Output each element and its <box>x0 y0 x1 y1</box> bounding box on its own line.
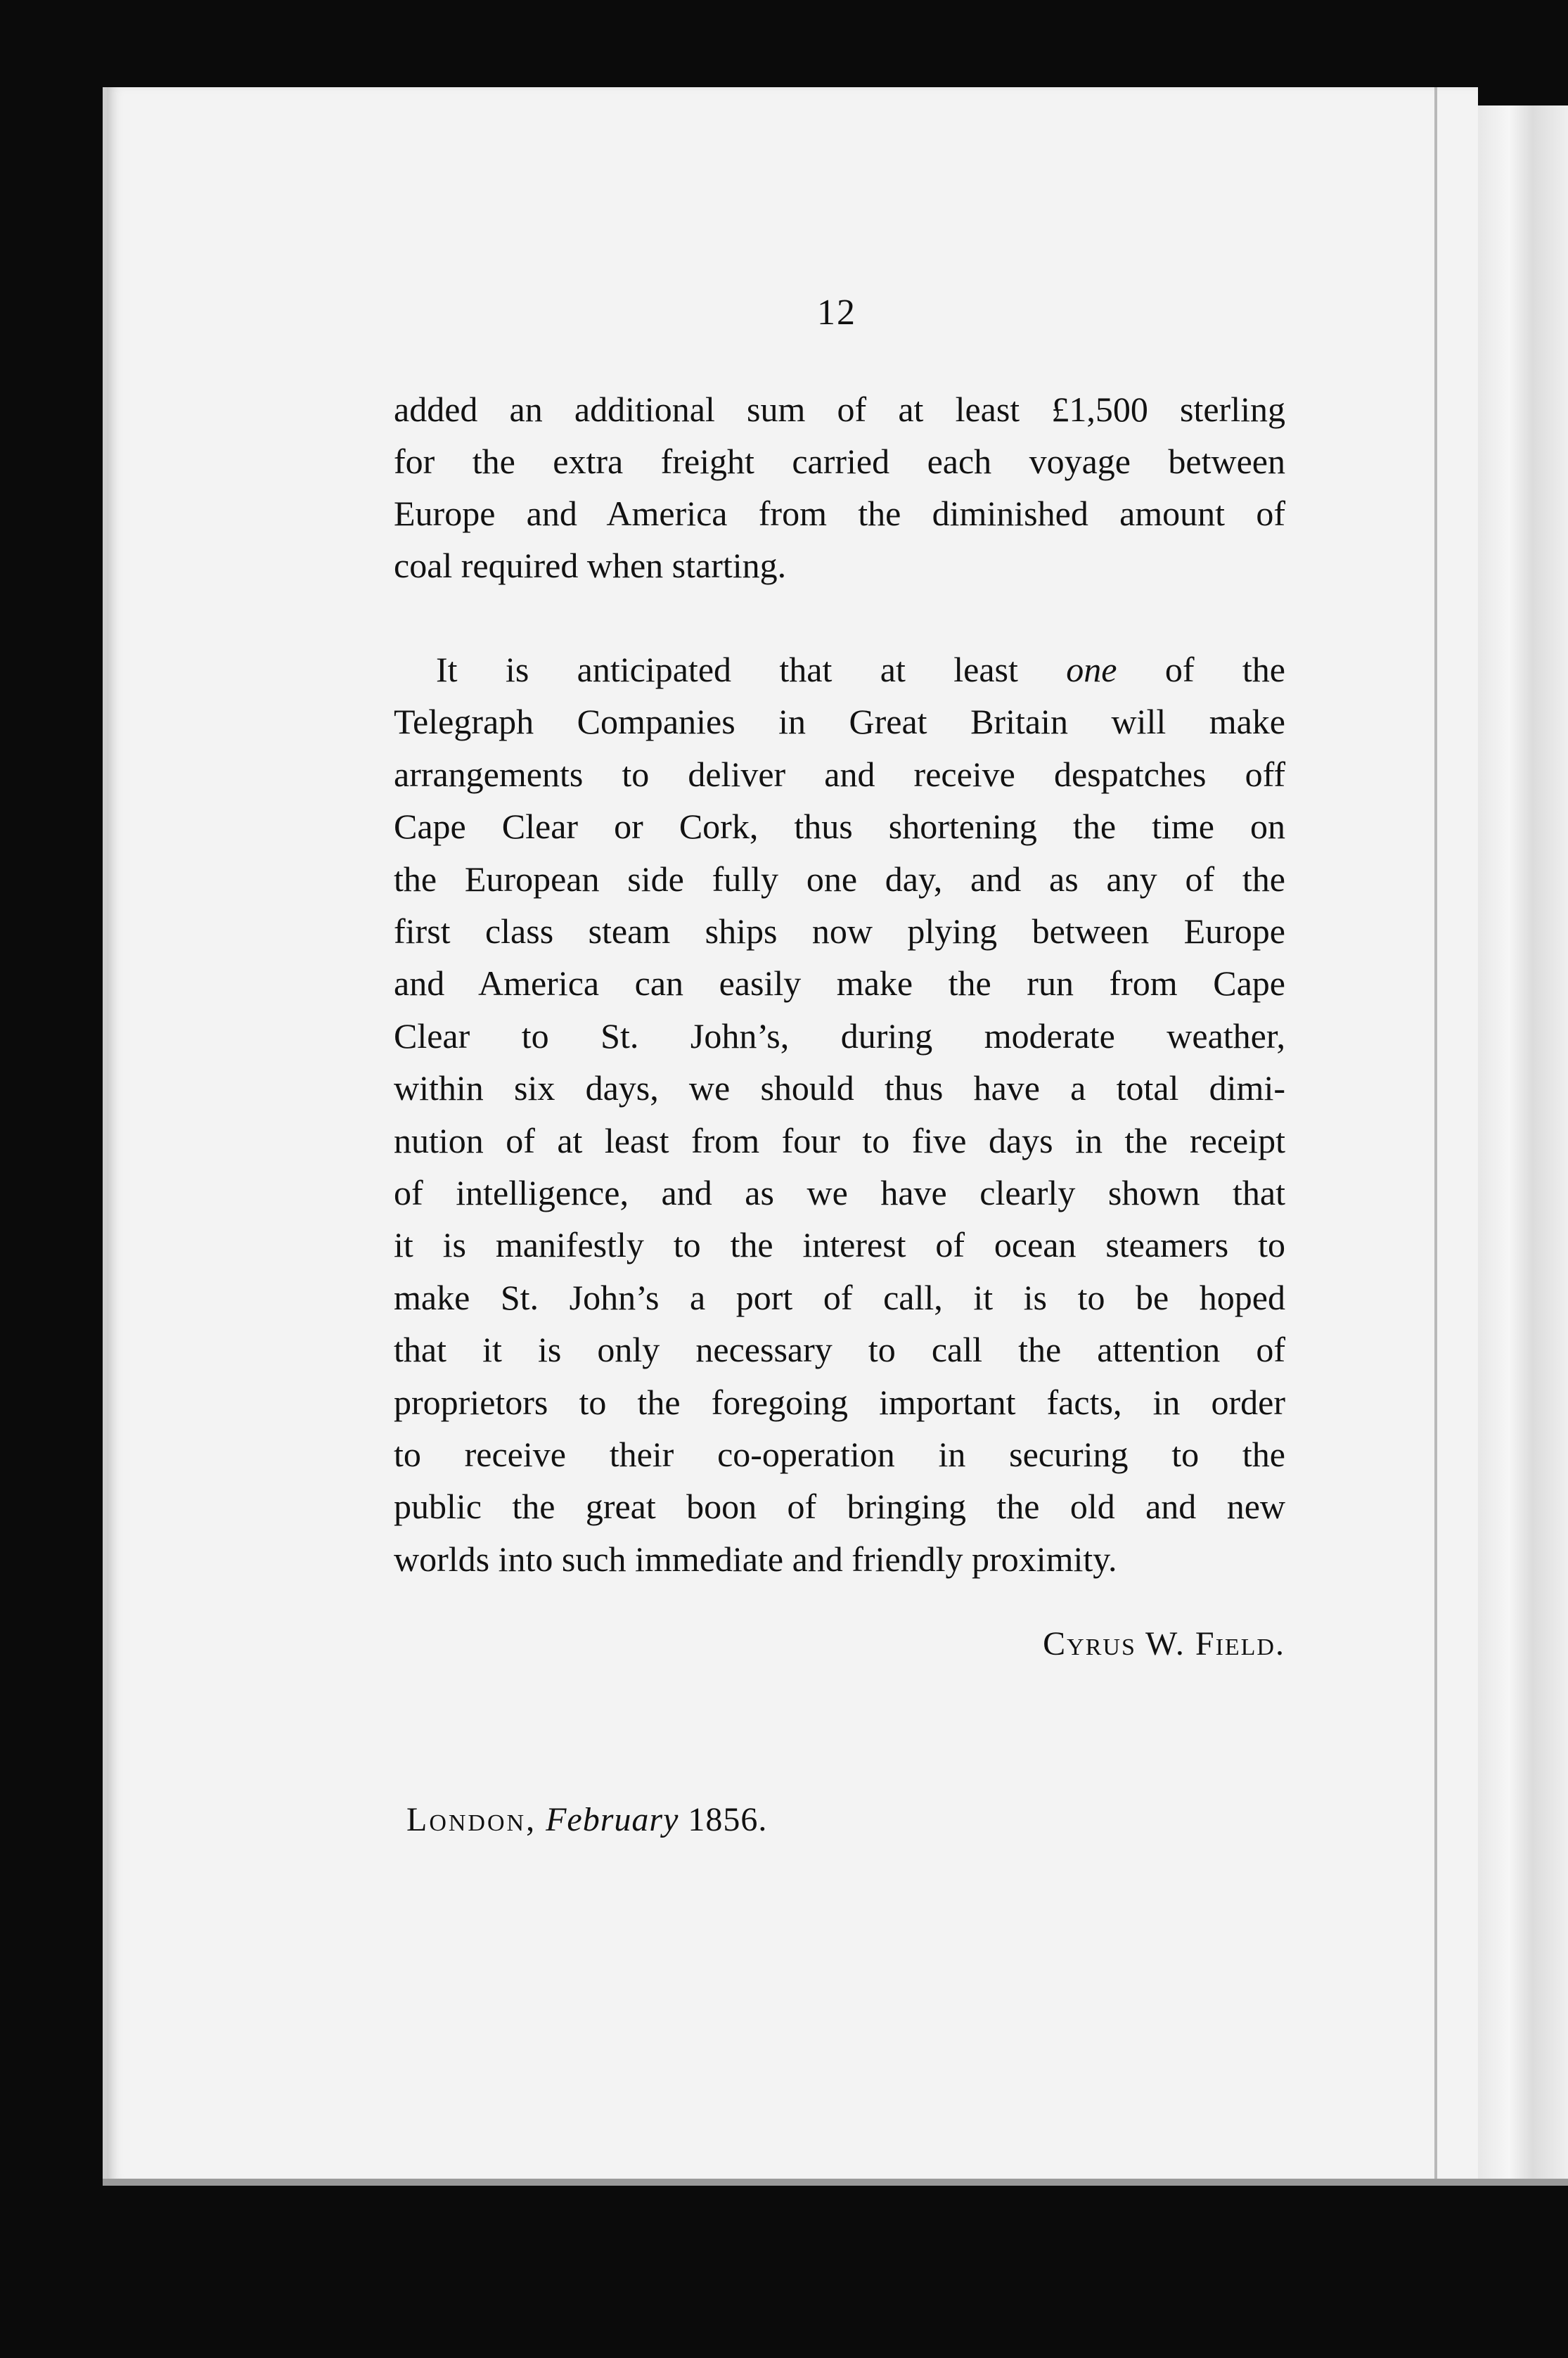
page-gutter-line <box>1434 87 1437 2183</box>
line-text: Cape Clear or Cork, thus shortening the time on <box>394 807 1285 846</box>
line-text: it is manifestly to the interest of ocean steamers to <box>394 1225 1285 1264</box>
paragraph-1-line: for the extra freight carried each voyage between <box>394 442 1285 481</box>
paragraph-1-line: Europe and America from the diminished amount of <box>394 494 1285 533</box>
paragraph-2-line <box>394 957 1285 1009</box>
line-text: to receive their co-operation in securing to the <box>394 1435 1285 1474</box>
signature: Cyrus W. Field. <box>1043 1625 1285 1662</box>
page-number: 12 <box>817 293 856 333</box>
paragraph-2-line <box>394 1062 1285 1114</box>
paragraph-2-line <box>394 1167 1285 1219</box>
paragraph-2-line <box>394 696 1285 748</box>
adjacent-page-edge <box>1474 105 1568 2180</box>
line-text: public the great boon of bringing the old and new <box>394 1487 1285 1526</box>
paragraph-1-line: coal required when starting. <box>394 546 787 585</box>
dateline-month: February <box>546 1801 679 1838</box>
line-text: of the <box>1117 650 1286 689</box>
line-text: arrangements to deliver and receive despatches off <box>394 755 1285 794</box>
line-text: proprietors to the foregoing important facts, in order <box>394 1383 1285 1422</box>
paragraph-2-line <box>394 1533 1285 1585</box>
line-text: that it is only necessary to call the attention of <box>394 1330 1285 1369</box>
paragraph-2-line <box>436 643 1285 696</box>
paragraph-2-line <box>394 1324 1285 1376</box>
paragraph-2-line <box>394 853 1285 905</box>
line-text: Clear to St. John’s, during moderate weather, <box>394 1016 1285 1056</box>
paragraph-2-line <box>394 1271 1285 1324</box>
line-text: of intelligence, and as we have clearly shown that <box>394 1173 1285 1212</box>
line-text: make St. John’s a port of call, it is to be hoped <box>394 1278 1285 1317</box>
line-text: the European side fully one day, and as any of the <box>394 859 1285 899</box>
line-text: It is anticipated that at least <box>436 650 1067 689</box>
paragraph-2-line <box>394 1219 1285 1271</box>
line-text: and America can easily make the run from Cape <box>394 963 1285 1003</box>
dateline-year: 1856. <box>688 1801 768 1838</box>
dateline <box>406 1800 767 1839</box>
paragraph-2-line <box>394 1428 1285 1480</box>
line-text: within six days, we should thus have a total dimi- <box>394 1068 1285 1108</box>
emphasis-text: one <box>1066 650 1117 689</box>
paragraph-2-line <box>394 748 1285 800</box>
paragraph-2-line <box>394 1115 1285 1167</box>
line-text: nution of at least from four to five days in the receipt <box>394 1121 1285 1160</box>
line-text: Telegraph Companies in Great Britain will make <box>394 702 1285 741</box>
line-text: worlds into such immediate and friendly proximity. <box>394 1539 1117 1579</box>
paragraph-2-line <box>394 1376 1285 1428</box>
paragraph-2-line <box>394 1010 1285 1062</box>
line-text: first class steam ships now plying between Europe <box>394 911 1285 951</box>
page-bottom-edge <box>103 2179 1568 2186</box>
paragraph-2-line <box>394 1480 1285 1532</box>
paragraph-1-line: added an additional sum of at least £1,500 sterling <box>394 390 1285 429</box>
paragraph-2-line <box>394 905 1285 957</box>
dateline-place: London, <box>406 1801 537 1838</box>
paragraph-2-line <box>394 800 1285 852</box>
